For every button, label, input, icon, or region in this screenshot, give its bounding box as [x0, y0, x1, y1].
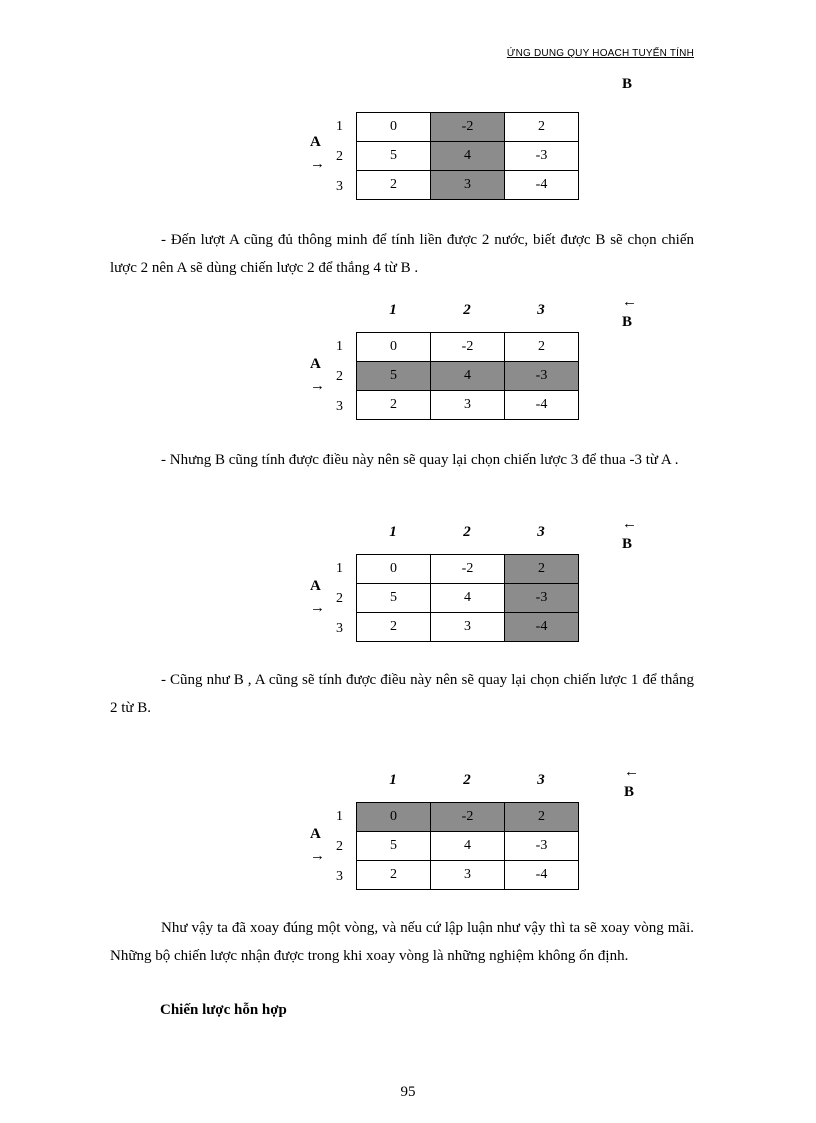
payoff-cell: -2: [431, 555, 505, 584]
payoff-cell: 2: [357, 391, 431, 420]
table-row: [357, 861, 579, 890]
player-b-label: B: [624, 784, 635, 800]
payoff-cell: 5: [357, 142, 431, 171]
table-row: [357, 584, 579, 613]
table-row: [357, 555, 579, 584]
section-heading: Chiến lược hỗn hợp: [160, 1002, 287, 1018]
highlighted-cell: 2: [505, 803, 579, 832]
highlighted-cell: -2: [431, 803, 505, 832]
highlighted-cell: 5: [357, 362, 431, 391]
row-header: 3: [336, 621, 343, 636]
table-row: [357, 142, 579, 171]
payoff-cell: 3: [431, 613, 505, 642]
payoff-cell: 5: [357, 832, 431, 861]
highlighted-cell: 4: [431, 362, 505, 391]
payoff-cell: 2: [357, 613, 431, 642]
paragraph-3: - Cũng như B , A cũng sẽ tính được điều này nên sẽ quay lại chọn chiến lược 1 để thắng 2 từ B.: [110, 672, 694, 716]
col-header: 3: [537, 524, 545, 540]
table-row: [357, 391, 579, 420]
payoff-cell: -3: [505, 832, 579, 861]
row-header: 1: [336, 561, 343, 576]
payoff-matrix-3: [300, 516, 700, 640]
table-row: [357, 333, 579, 362]
payoff-matrix-2: [300, 294, 700, 418]
payoff-table: [356, 332, 579, 420]
highlighted-cell: -3: [505, 584, 579, 613]
player-b-label: B: [622, 536, 633, 552]
payoff-cell: 0: [357, 333, 431, 362]
player-a-label: A: [310, 826, 321, 842]
table-row: [357, 113, 579, 142]
highlighted-cell: 4: [431, 142, 505, 171]
payoff-cell: 4: [431, 832, 505, 861]
running-header: ỨNG DUNG QUY HOACH TUYẾN TÍNH: [506, 48, 694, 59]
row-header: 2: [336, 839, 343, 854]
player-a-label: A: [310, 134, 321, 150]
highlighted-cell: 3: [431, 171, 505, 200]
row-header: 1: [336, 339, 343, 354]
arrow-left-icon: ←: [622, 516, 637, 532]
payoff-matrix-1: [300, 72, 700, 192]
row-header: 3: [336, 869, 343, 884]
player-b-label: B: [622, 76, 633, 92]
highlighted-cell: -2: [431, 113, 505, 142]
payoff-cell: -4: [505, 861, 579, 890]
arrow-right-icon: →: [310, 378, 325, 394]
payoff-cell: -4: [505, 391, 579, 420]
table-row: [357, 832, 579, 861]
col-header: 3: [537, 302, 545, 318]
row-headers: [336, 332, 343, 422]
table-row: [357, 803, 579, 832]
payoff-cell: 5: [357, 584, 431, 613]
row-header: 1: [336, 119, 343, 134]
col-header: 3: [537, 772, 545, 788]
row-headers: [336, 802, 343, 892]
payoff-cell: -3: [505, 142, 579, 171]
payoff-cell: 0: [357, 113, 431, 142]
payoff-cell: 3: [431, 861, 505, 890]
row-headers: [336, 554, 343, 644]
payoff-table: [356, 554, 579, 642]
payoff-cell: 2: [505, 333, 579, 362]
arrow-right-icon: →: [310, 848, 325, 864]
player-a-label: A: [310, 356, 321, 372]
payoff-matrix-4: [300, 764, 700, 888]
payoff-cell: -2: [431, 333, 505, 362]
highlighted-cell: -4: [505, 613, 579, 642]
col-header: 1: [389, 302, 397, 318]
paragraph-4: Như vậy ta đã xoay đúng một vòng, và nếu cứ lập luận như vậy thì ta sẽ xoay vòng mãi. Những bộ chiến lược nhận được trong khi xoay vòng là những nghiệm không ổn định.: [110, 920, 694, 964]
page-number: 95: [400, 1084, 416, 1100]
arrow-right-icon: →: [310, 600, 325, 616]
highlighted-cell: 0: [357, 803, 431, 832]
highlighted-cell: -3: [505, 362, 579, 391]
col-header: 1: [389, 772, 397, 788]
payoff-table: [356, 112, 579, 200]
table-row: [357, 362, 579, 391]
row-header: 2: [336, 591, 343, 606]
col-header: 2: [463, 302, 471, 318]
paragraph-1: - Đến lượt A cũng đủ thông minh để tính liền được 2 nước, biết được B sẽ chọn chiến lược 2 nên A sẽ dùng chiến lược 2 để thắng 4 từ B .: [110, 232, 694, 276]
col-header: 2: [463, 524, 471, 540]
arrow-left-icon: ←: [624, 764, 639, 780]
payoff-table: [356, 802, 579, 890]
col-header: 1: [389, 524, 397, 540]
highlighted-cell: 2: [505, 555, 579, 584]
row-header: 2: [336, 369, 343, 384]
col-header: 2: [463, 772, 471, 788]
payoff-cell: 2: [505, 113, 579, 142]
row-header: 2: [336, 149, 343, 164]
payoff-cell: 3: [431, 391, 505, 420]
arrow-right-icon: →: [310, 156, 325, 172]
payoff-cell: -4: [505, 171, 579, 200]
table-row: [357, 171, 579, 200]
payoff-cell: 2: [357, 861, 431, 890]
arrow-left-icon: ←: [622, 294, 637, 310]
payoff-cell: 2: [357, 171, 431, 200]
row-headers: [336, 112, 343, 202]
player-b-label: B: [622, 314, 633, 330]
player-a-label: A: [310, 578, 321, 594]
table-row: [357, 613, 579, 642]
row-header: 3: [336, 399, 343, 414]
payoff-cell: 0: [357, 555, 431, 584]
row-header: 1: [336, 809, 343, 824]
payoff-cell: 4: [431, 584, 505, 613]
paragraph-2: - Nhưng B cũng tính được điều này nên sẽ quay lại chọn chiến lược 3 để thua -3 từ A .: [161, 452, 679, 468]
row-header: 3: [336, 179, 343, 194]
